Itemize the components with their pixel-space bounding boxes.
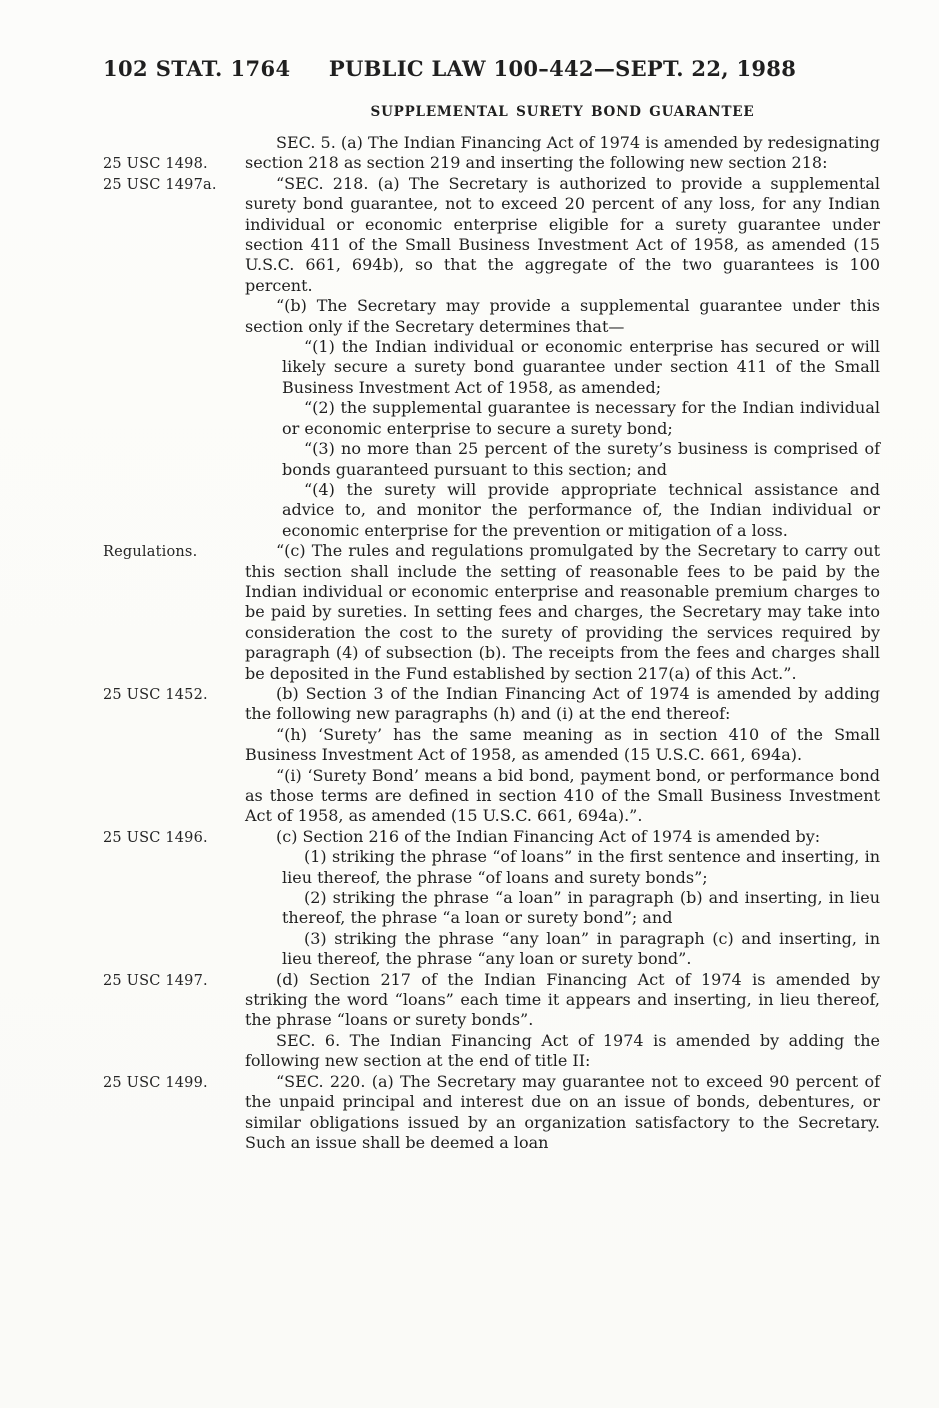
paragraph-text: (d) Section 217 of the Indian Financing Act of 1974 is amended by striking the word “loans” each time it appears and inserting, in lieu thereof, the phrase “loans or surety bonds”. <box>245 969 880 1030</box>
statute-text <box>103 133 880 1153</box>
paragraph-text: (c) Section 216 of the Indian Financing Act of 1974 is amended by: <box>276 826 821 846</box>
margin-note: 25 USC 1497a. <box>103 176 217 193</box>
margin-note: 25 USC 1452. <box>103 686 208 703</box>
margin-note: 25 USC 1498. <box>103 156 208 173</box>
section-heading: SUPPLEMENTAL SURETY BOND GUARANTEE <box>370 104 755 120</box>
statute-paragraph <box>245 929 880 970</box>
margin-note: 25 USC 1499. <box>103 1074 208 1091</box>
paragraph-text: “(b) The Secretary may provide a supplemental guarantee under this section only if the Secretary determines that— <box>245 296 880 336</box>
margin-note: Regulations. <box>103 544 198 561</box>
law-title-header: PUBLIC LAW 100–442—SEPT. 22, 1988 <box>328 56 797 81</box>
statute-paragraph <box>103 133 880 174</box>
statute-paragraph <box>245 766 880 827</box>
statute-paragraph <box>103 541 880 684</box>
margin-note: 25 USC 1496. <box>103 829 208 846</box>
statute-paragraph <box>245 847 880 888</box>
statute-paragraph <box>245 480 880 541</box>
statute-paragraph <box>103 826 880 847</box>
statute-paragraph <box>245 398 880 439</box>
statute-paragraph <box>103 173 880 296</box>
paragraph-text: “SEC. 218. (a) The Secretary is authorized to provide a supplemental surety bond guarantee, not to exceed 20 percent of any loss, for any Indian individual or economic enterprise eligible for a surety guarantee under section 411 of the Small Business Investment Act of 1958, as amended (15 U.S.C. 661, 694b), so that the aggregate of the two guarantees is 100 percent. <box>245 173 880 295</box>
paragraph-text: (1) striking the phrase “of loans” in the first sentence and inserting, in lieu thereof, the phrase “of loans and surety bonds”; <box>282 847 880 887</box>
statute-paragraph <box>245 296 880 337</box>
paragraph-text: “(1) the Indian individual or economic enterprise has secured or will likely secure a surety bond guarantee under section 411 of the Small Business Investment Act of 1958, as amended; <box>282 337 880 397</box>
paragraph-text: “SEC. 220. (a) The Secretary may guarantee not to exceed 90 percent of the unpaid principal and interest due on an issue of bonds, debentures, or similar obligations issued by an organization satisfactory to the Secretary. Such an issue shall be deemed a loan <box>245 1071 880 1152</box>
paragraph-text: “(c) The rules and regulations promulgated by the Secretary to carry out this section shall include the setting of reasonable fees to be paid by the Indian individual or economic enterprise and reasonable premium charges to be paid by sureties. In setting fees and charges, the Secretary may take into consideration the cost to the surety of providing the services required by paragraph (4) of subsection (b). The receipts from the fees and charges shall be deposited in the Fund established by section 217(a) of this Act.”. <box>245 541 880 683</box>
paragraph-text: “(4) the surety will provide appropriate technical assistance and advice to, and monitor the performance of, the Indian individual or economic enterprise for the prevention or mitigation of a loss. <box>282 479 880 540</box>
stat-page-number: 102 STAT. 1764 <box>103 56 291 81</box>
statute-paragraph <box>245 888 880 929</box>
paragraph-text: (3) striking the phrase “any loan” in paragraph (c) and inserting, in lieu thereof, the phrase “any loan or surety bond”. <box>282 928 880 969</box>
statute-paragraph <box>245 1031 880 1072</box>
statute-paragraph <box>245 337 880 398</box>
paragraph-text: SEC. 6. The Indian Financing Act of 1974 is amended by adding the following new section at the end of title II: <box>245 1030 880 1071</box>
paragraph-text: “(2) the supplemental guarantee is necessary for the Indian individual or economic enterprise to secure a surety bond; <box>282 398 880 438</box>
statute-paragraph <box>245 439 880 480</box>
margin-note: 25 USC 1497. <box>103 972 208 989</box>
paragraph-text: SEC. 5. (a) The Indian Financing Act of 1974 is amended by redesignating section 218 as section 219 and inserting the following new section 218: <box>245 133 880 173</box>
paragraph-text: (b) Section 3 of the Indian Financing Act of 1974 is amended by adding the following new paragraphs (h) and (i) at the end thereof: <box>245 683 880 724</box>
statute-paragraph <box>103 969 880 1031</box>
paragraph-text: (2) striking the phrase “a loan” in paragraph (b) and inserting, in lieu thereof, the phrase “a loan or surety bond”; and <box>282 888 880 928</box>
statute-paragraph <box>245 725 880 766</box>
paragraph-text: “(i) ‘Surety Bond’ means a bid bond, payment bond, or performance bond as those terms are defined in section 410 of the Small Business Investment Act of 1958, as amended (15 U.S.C. 661, 694a).”. <box>245 765 880 826</box>
paragraph-text: “(h) ‘Surety’ has the same meaning as in section 410 of the Small Business Investment Act of 1958, as amended (15 U.S.C. 661, 694a). <box>245 724 880 765</box>
statute-paragraph <box>103 683 880 725</box>
paragraph-text: “(3) no more than 25 percent of the surety’s business is comprised of bonds guaranteed pursuant to this section; and <box>282 439 880 479</box>
statute-paragraph <box>103 1071 880 1154</box>
